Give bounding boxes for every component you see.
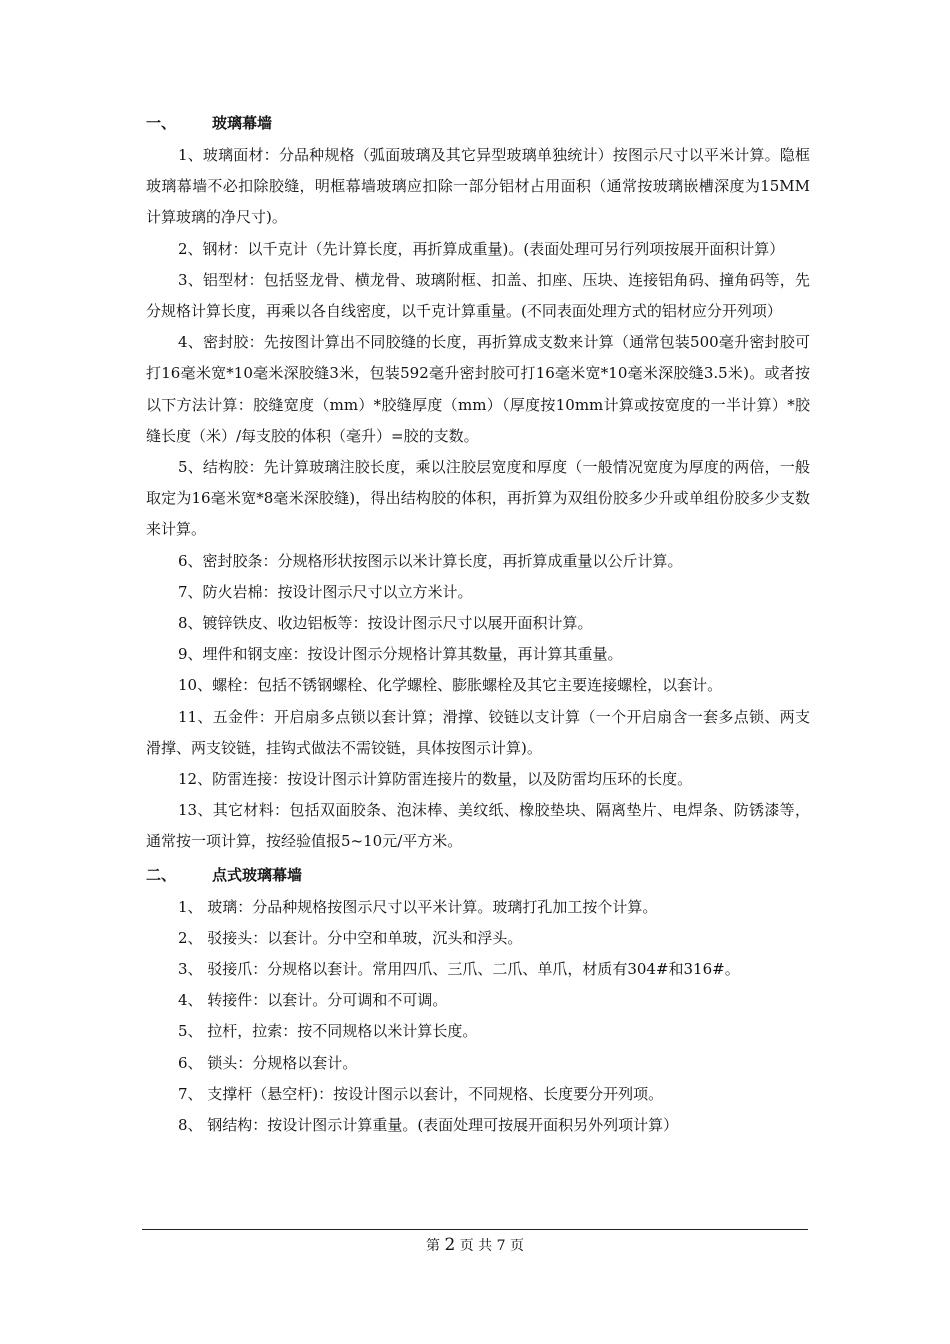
section-title: 玻璃幕墙 (212, 114, 273, 132)
list-item: 5、 拉杆，拉索：按不同规格以米计算长度。 (178, 1022, 478, 1041)
footer-divider (142, 1229, 808, 1230)
list-item: 10、螺栓：包括不锈钢螺栓、化学螺栓、膨胀螺栓及其它主要连接螺栓，以套计。 (178, 676, 723, 695)
list-item: 12、防雷连接：按设计图示计算防雷连接片的数量，以及防雷均压环的长度。 (178, 770, 693, 789)
list-item: 4、 转接件：以套计。分可调和不可调。 (178, 991, 448, 1010)
section-heading-point-glass-curtain-wall (146, 860, 810, 890)
list-item: 13、其它材料：包括双面胶条、泡沫棒、美纹纸、橡胶垫块、隔离垫片、电焊条、防锈漆等，通常按一项计算，按经验值报5~10元/平方米。 (146, 801, 810, 851)
list-item: 2、 驳接头：以套计。分中空和单玻，沉头和浮头。 (178, 928, 523, 947)
section-heading-glass-curtain-wall (146, 108, 810, 138)
list-item: 1、玻璃面材：分品种规格（弧面玻璃及其它异型玻璃单独统计）按图示尺寸以平米计算。隐框玻璃幕墙不必扣除胶缝，明框幕墙玻璃应扣除一部分铝材占用面积（通常按玻璃嵌槽深度为15MM计算玻璃的净尺寸)。 (146, 146, 810, 227)
total-page-count: 7 (496, 1238, 506, 1254)
section-title: 点式玻璃幕墙 (212, 865, 303, 884)
footer-prefix: 第 (425, 1238, 440, 1254)
list-item: 3、 驳接爪：分规格以套计。常用四爪、三爪、二爪、单爪，材质有304#和316#。 (178, 960, 740, 979)
list-item: 6、密封胶条：分规格形状按图示以米计算长度，再折算成重量以公斤计算。 (178, 551, 683, 570)
list-item: 1、 玻璃：分品种规格按图示尺寸以平米计算。玻璃打孔加工按个计算。 (178, 897, 658, 916)
list-item: 6、 锁头：分规格以套计。 (178, 1053, 358, 1072)
list-item: 7、防火岩棉：按设计图示尺寸以立方米计。 (178, 582, 473, 601)
section-number: 二、 (146, 865, 177, 884)
list-item: 2、钢材：以千克计（先计算长度，再折算成重量)。(表面处理可另行列项按展开面积计算） (178, 239, 785, 258)
page-footer (0, 1235, 950, 1256)
document-body (146, 106, 810, 1141)
list-item: 3、铝型材：包括竖龙骨、横龙骨、玻璃附框、扣盖、扣座、压块、连接铝角码、撞角码等，先分规格计算长度，再乘以各自线密度，以千克计算重量。(不同表面处理方式的铝材应分开列项） (146, 270, 810, 321)
list-item: 5、结构胶：先计算玻璃注胶长度，乘以注胶层宽度和厚度（一般情况宽度为厚度的两倍，一般取定为16毫米宽*8毫米深胶缝)，得出结构胶的体积，再折算为双组份胶多少升或单组份胶多少支数来计算。 (146, 458, 810, 539)
list-item: 8、镀锌铁皮、收边铝板等：按设计图示尺寸以展开面积计算。 (178, 614, 593, 633)
footer-middle: 页 共 (459, 1238, 493, 1254)
list-item: 8、 钢结构：按设计图示计算重量。(表面处理可按展开面积另外列项计算） (178, 1116, 679, 1135)
footer-suffix: 页 (510, 1238, 524, 1254)
list-item: 11、五金件：开启扇多点锁以套计算；滑撑、铰链以支计算（一个开启扇含一套多点锁、两支滑撑、两支铰链，挂钩式做法不需铰链，具体按图示计算)。 (146, 707, 810, 757)
list-item: 9、埋件和钢支座：按设计图示分规格计算其数量，再计算其重量。 (178, 645, 623, 664)
list-item: 7、 支撑杆（悬空杆)：按设计图示以套计，不同规格、长度要分开列项。 (178, 1084, 664, 1103)
current-page-number: 2 (444, 1235, 456, 1255)
section-number: 一、 (146, 114, 177, 132)
list-item: 4、密封胶：先按图计算出不同胶缝的长度，再折算成支数来计算（通常包装500毫升密封胶可打16毫米宽*10毫米深胶缝3米，包装592毫升密封胶可打16毫米宽*10毫米深胶缝3.5米)。或者按以下方法计算：胶缝宽度（mm）*胶缝厚度（mm）（厚度按10mm计算或按宽度的一半计算）*胶缝长度（米）/每支胶的体积（毫升）=胶的支数。 (146, 333, 810, 445)
